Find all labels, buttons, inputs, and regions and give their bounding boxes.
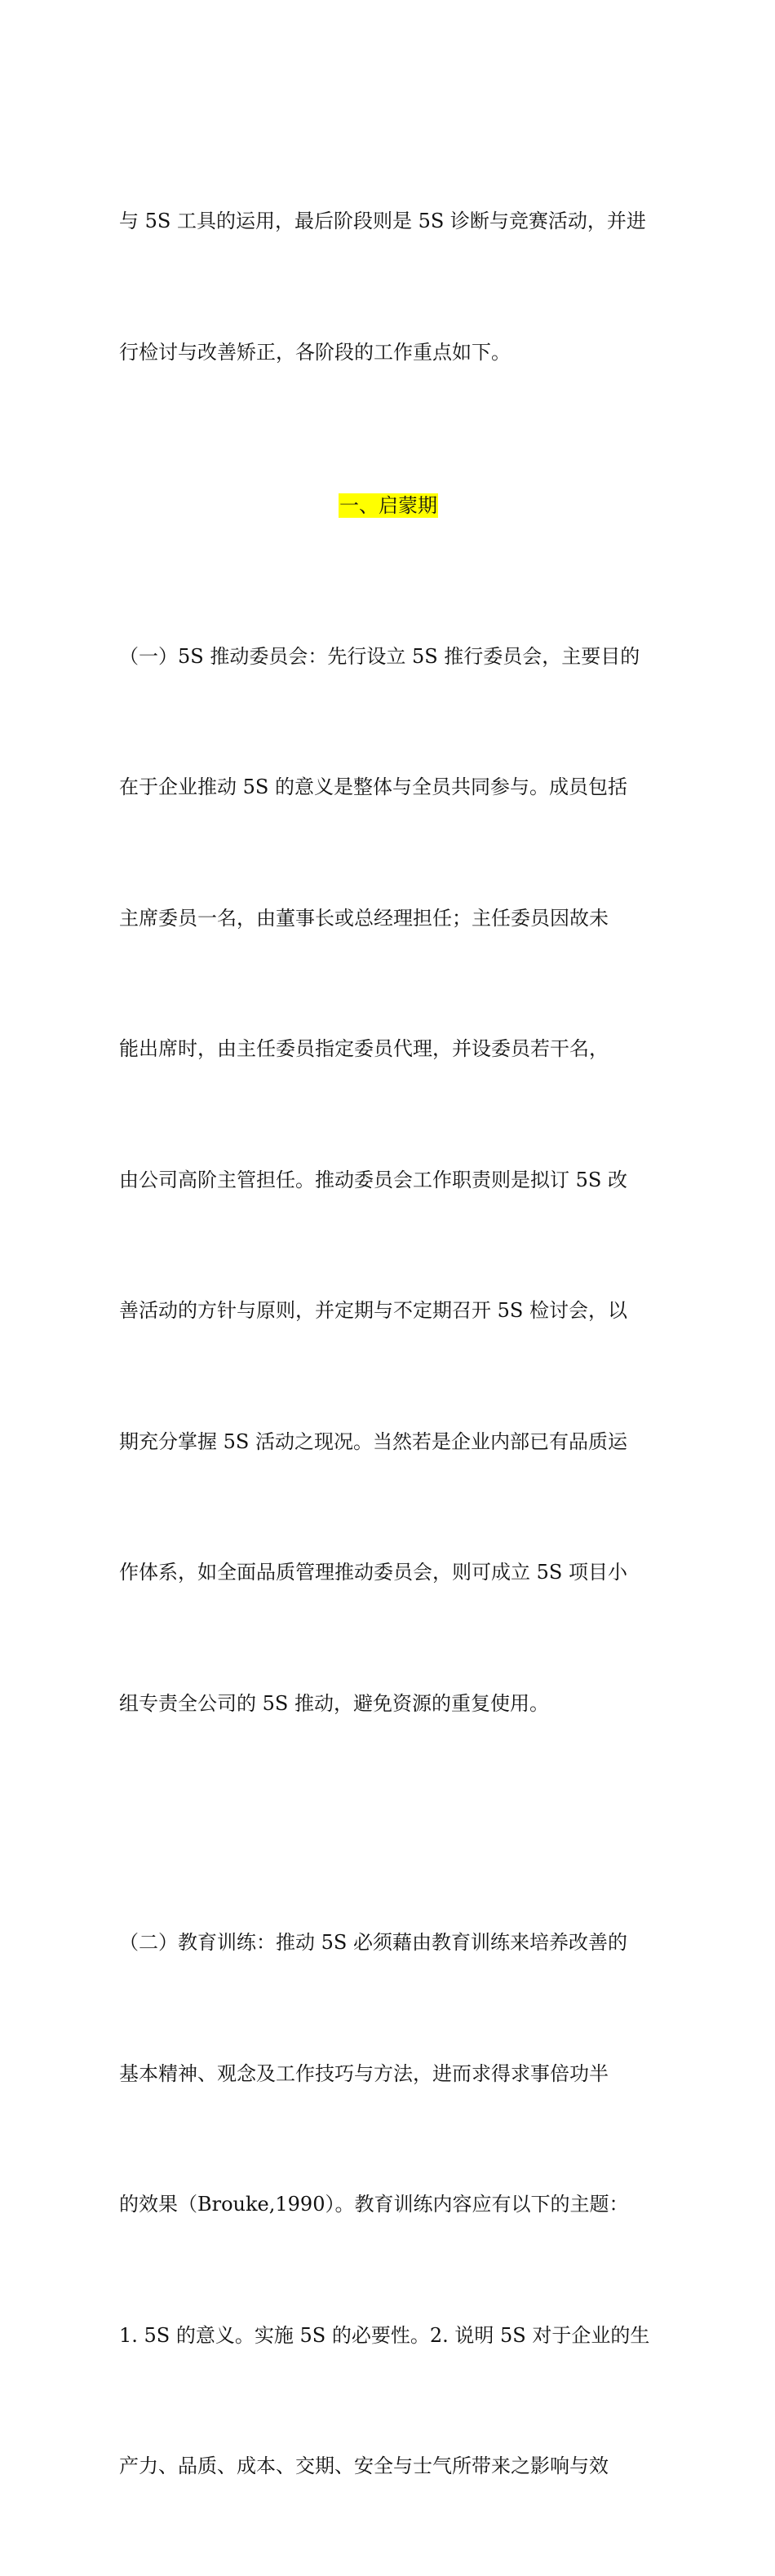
text-line: 1. 5S 的意义。实施 5S 的必要性。2. 说明 5S 对于企业的生 — [119, 2323, 650, 2347]
text-line: 与 5S 工具的运用，最后阶段则是 5S 诊断与竞赛活动，并进 — [119, 210, 646, 232]
text-line: （一）5S 推动委员会：先行设立 5S 推行委员会，主要目的 — [119, 644, 640, 668]
intro-paragraph — [119, 113, 658, 462]
section-heading: 一、启蒙期 — [339, 493, 437, 517]
document-body — [119, 113, 658, 2576]
text-line: 行检讨与改善矫正，各阶段的工作重点如下。 — [119, 340, 511, 364]
text-line: 期充分掌握 5S 活动之现况。当然若是企业内部已有品质运 — [119, 1429, 627, 1453]
text-line: 能出席时，由主任委员指定委员代理，并设委员若干名， — [119, 1037, 609, 1060]
text-line: 基本精神、观念及工作技巧与方法，进而求得求事倍功半 — [119, 2061, 609, 2085]
text-line: 组专责全公司的 5S 推动，避免资源的重复使用。 — [119, 1691, 549, 1715]
paragraph-promotion-committee — [119, 548, 658, 1814]
paragraph-gap — [119, 1813, 658, 1834]
text-line: 作体系，如全面品质管理推动委员会，则可成立 5S 项目小 — [119, 1561, 627, 1584]
text-line: 由公司高阶主管担任。推动委员会工作职责则是拟订 5S 改 — [119, 1168, 627, 1191]
text-line: 的效果（Brouke,1990）。教育训练内容应有以下的主题： — [119, 2193, 629, 2216]
paragraph-education-training — [119, 1834, 658, 2576]
text-line: 主席委员一名，由董事长或总经理担任；主任委员因故未 — [119, 906, 609, 930]
section-heading-row — [119, 483, 658, 527]
text-line: （二）教育训练：推动 5S 必须藉由教育训练来培养改善的 — [119, 1931, 627, 1954]
text-line: 在于企业推动 5S 的意义是整体与全员共同参与。成员包括 — [119, 775, 627, 798]
text-line: 产力、品质、成本、交期、安全与士气所带来之影响与效 — [119, 2454, 609, 2477]
text-line: 善活动的方针与原则，并定期与不定期召开 5S 检讨会，以 — [119, 1299, 627, 1322]
